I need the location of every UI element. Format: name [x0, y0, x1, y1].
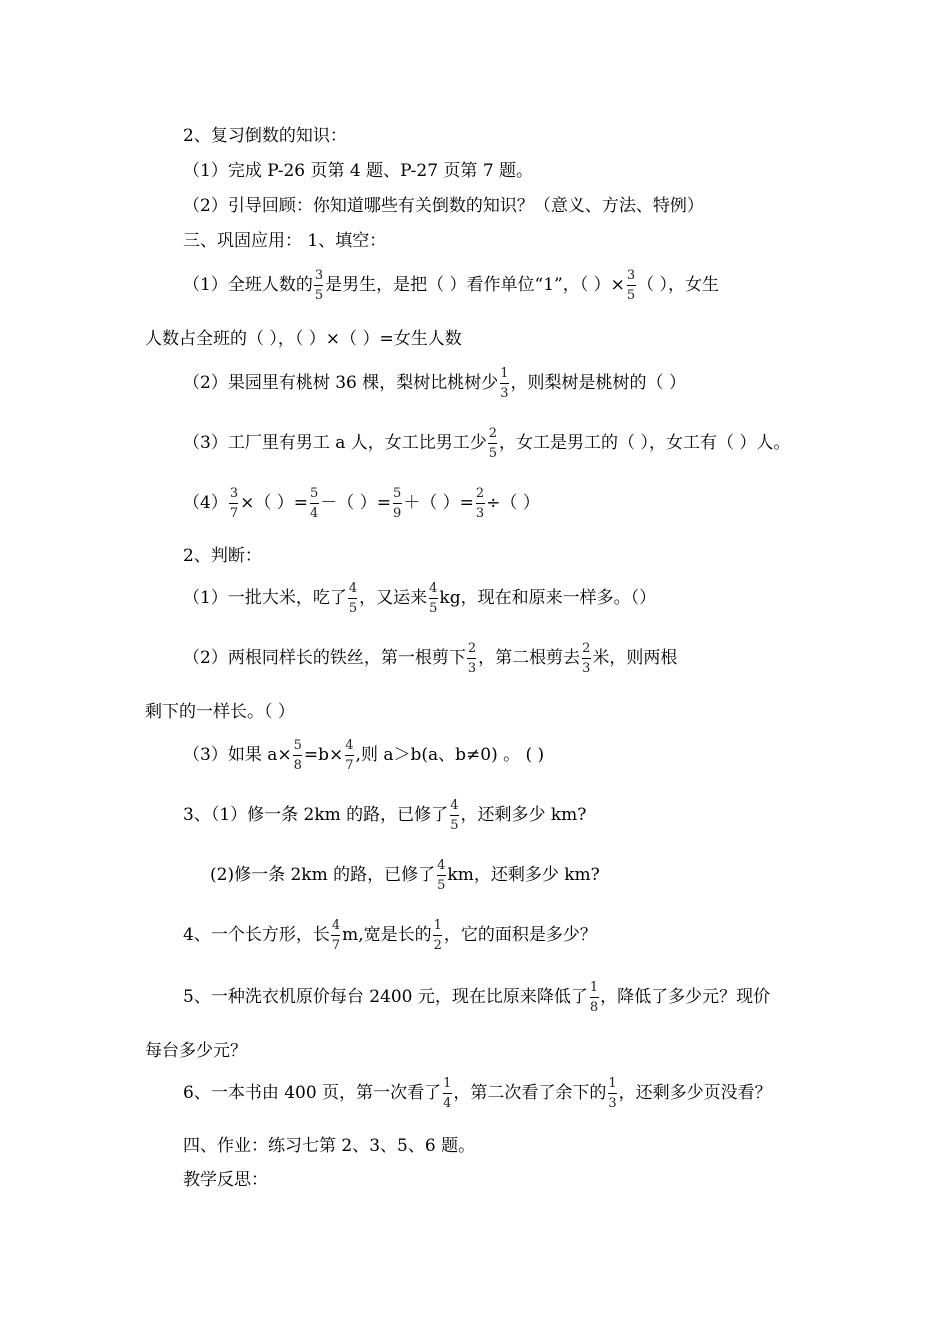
- fraction-numerator: 3: [229, 486, 239, 501]
- fraction-bar: [345, 755, 354, 756]
- text-run: （1）一批大米，吃了: [183, 588, 347, 608]
- fraction: [475, 486, 485, 521]
- line-l13: [145, 704, 295, 721]
- fraction: [293, 738, 303, 773]
- text-run: =b×: [303, 745, 344, 765]
- line-l7: [183, 366, 686, 401]
- text-run: ,则 a＞b(a、b≠0) 。 ( ): [355, 745, 545, 765]
- fraction: [331, 918, 341, 953]
- fraction-numerator: 2: [467, 641, 477, 656]
- text-run: （4）: [183, 493, 228, 513]
- fraction-numerator: 2: [475, 486, 485, 501]
- fraction-denominator: 3: [467, 661, 477, 676]
- line-l8: [183, 426, 790, 461]
- text-run: （2）引导回顾：你知道哪些有关倒数的知识？（意义、方法、特例）: [183, 196, 704, 216]
- fraction: [229, 486, 239, 521]
- text-run: （1）完成 P-26 页第 4 题、P-27 页第 7 题。: [183, 161, 534, 181]
- fraction-bar: [582, 658, 591, 659]
- text-run: 2、判断：: [183, 546, 262, 566]
- fraction-bar: [488, 443, 497, 444]
- fraction-numerator: 5: [392, 486, 402, 501]
- fraction-bar: [310, 503, 319, 504]
- fraction-bar: [590, 997, 599, 998]
- fraction-numerator: 2: [488, 426, 498, 441]
- fraction-numerator: 4: [345, 738, 354, 753]
- text-run: 每台多少元？: [145, 1041, 247, 1061]
- fraction: [589, 980, 599, 1015]
- fraction: [314, 268, 324, 303]
- fraction-denominator: 3: [500, 386, 509, 401]
- text-run: km，还剩多少 km?: [447, 865, 600, 885]
- fraction-denominator: 4: [310, 506, 319, 521]
- fraction-denominator: 5: [437, 878, 446, 893]
- fraction-numerator: 4: [450, 798, 459, 813]
- text-run: ，还剩多少页没看？: [618, 1083, 772, 1103]
- fraction: [467, 641, 477, 676]
- fraction-numerator: 1: [443, 1076, 452, 1091]
- fraction-denominator: 8: [293, 758, 302, 773]
- line-l17: [183, 918, 597, 953]
- text-run: ＋（ ）=: [403, 493, 474, 513]
- text-run: ，则梨树是桃树的（ ）: [510, 373, 686, 393]
- line-l15: [183, 798, 586, 833]
- fraction-bar: [433, 935, 442, 936]
- fraction-denominator: 5: [626, 288, 636, 303]
- fraction-bar: [450, 815, 459, 816]
- text-run: （1）全班人数的: [183, 275, 313, 295]
- fraction-bar: [467, 658, 476, 659]
- line-l9: [183, 486, 540, 521]
- fraction-denominator: 7: [331, 938, 341, 953]
- line-l4: [183, 233, 386, 250]
- text-run: (2)修一条 2km 的路，已修了: [210, 865, 436, 885]
- fraction: [607, 1076, 617, 1111]
- text-run: m,宽是长的: [342, 925, 432, 945]
- fraction: [442, 1076, 452, 1111]
- line-l12: [183, 641, 677, 676]
- fraction-numerator: 4: [437, 858, 446, 873]
- fraction: [499, 366, 509, 401]
- text-run: 米，则两根: [592, 648, 678, 668]
- fraction-numerator: 3: [626, 268, 636, 283]
- fraction-bar: [331, 935, 340, 936]
- line-l14: [183, 738, 544, 773]
- fraction-denominator: 7: [229, 506, 239, 521]
- line-l20: [183, 1076, 772, 1111]
- fraction-denominator: 3: [475, 506, 485, 521]
- fraction: [436, 858, 446, 893]
- fraction-bar: [627, 285, 636, 286]
- text-run: 6、一本书由 400 页，第一次看了: [183, 1083, 442, 1103]
- fraction-numerator: 1: [608, 1076, 617, 1091]
- fraction: [428, 581, 438, 616]
- fraction-denominator: 5: [348, 601, 358, 616]
- text-run: ，降低了多少元？现价: [600, 987, 771, 1007]
- fraction-denominator: 7: [345, 758, 354, 773]
- text-run: （3）工厂里有男工 a 人，女工比男工少: [183, 433, 487, 453]
- fraction: [581, 641, 591, 676]
- fraction-bar: [429, 598, 438, 599]
- text-run: ，又运来: [359, 588, 428, 608]
- fraction-denominator: 5: [450, 818, 459, 833]
- fraction: [433, 918, 443, 953]
- fraction-numerator: 3: [314, 268, 324, 283]
- text-run: ×（ ）=: [240, 493, 309, 513]
- line-l16: [210, 858, 600, 893]
- fraction-denominator: 5: [488, 446, 498, 461]
- text-run: （3）如果 a×: [183, 745, 292, 765]
- fraction-numerator: 1: [500, 366, 509, 381]
- fraction-bar: [314, 285, 323, 286]
- line-l6: [145, 331, 462, 348]
- text-run: 2、复习倒数的知识：: [183, 126, 347, 146]
- fraction-denominator: 5: [429, 601, 438, 616]
- line-l18: [183, 980, 770, 1015]
- fraction-denominator: 2: [433, 938, 442, 953]
- line-l19: [145, 1043, 247, 1060]
- text-run: 四、作业：练习七第 2、3、5、6 题。: [183, 1136, 476, 1156]
- text-run: ，还剩多少 km?: [460, 805, 587, 825]
- fraction-numerator: 1: [589, 980, 599, 995]
- fraction-numerator: 5: [293, 738, 302, 753]
- fraction-denominator: 3: [582, 661, 591, 676]
- fraction: [309, 486, 319, 521]
- text-run: 教学反思：: [183, 1170, 268, 1190]
- text-run: －（ ）=: [320, 493, 391, 513]
- fraction-denominator: 9: [392, 506, 402, 521]
- fraction-bar: [229, 503, 238, 504]
- text-run: ，它的面积是多少？: [443, 925, 597, 945]
- fraction-numerator: 1: [433, 918, 442, 933]
- fraction-denominator: 4: [443, 1096, 452, 1111]
- fraction-numerator: 4: [429, 581, 438, 596]
- line-l11: [183, 581, 656, 616]
- fraction-denominator: 5: [314, 288, 324, 303]
- fraction-bar: [348, 598, 357, 599]
- fraction-numerator: 4: [331, 918, 341, 933]
- text-run: ，第二次看了余下的: [453, 1083, 607, 1103]
- text-run: （2）果园里有桃树 36 棵，梨树比桃树少: [183, 373, 499, 393]
- fraction: [626, 268, 636, 303]
- text-run: 三、巩固应用： 1、填空：: [183, 231, 387, 251]
- text-run: ÷（ ）: [486, 493, 540, 513]
- text-run: 4、一个长方形，长: [183, 925, 330, 945]
- text-run: （ ），女生: [637, 275, 720, 295]
- text-run: ，女工是男工的（ ），女工有（ ）人。: [499, 433, 791, 453]
- fraction: [344, 738, 354, 773]
- text-run: ，第二根剪去: [478, 648, 581, 668]
- line-l1: [183, 128, 347, 145]
- line-l3: [183, 198, 704, 215]
- fraction-numerator: 5: [310, 486, 319, 501]
- text-run: 剩下的一样长。（ ）: [145, 702, 295, 722]
- fraction-bar: [500, 383, 509, 384]
- fraction-denominator: 8: [589, 1000, 599, 1015]
- fraction-numerator: 2: [582, 641, 591, 656]
- fraction-bar: [608, 1093, 617, 1094]
- fraction-bar: [393, 503, 402, 504]
- fraction-numerator: 4: [348, 581, 358, 596]
- text-run: 3、（1）修一条 2km 的路，已修了: [183, 805, 449, 825]
- line-l2: [183, 163, 533, 180]
- text-run: 5、一种洗衣机原价每台 2400 元，现在比原来降低了: [183, 987, 588, 1007]
- text-run: kg，现在和原来一样多。（）: [439, 588, 657, 608]
- fraction: [488, 426, 498, 461]
- text-run: （2）两根同样长的铁丝，第一根剪下: [183, 648, 466, 668]
- fraction: [392, 486, 402, 521]
- fraction: [348, 581, 358, 616]
- text-run: 是男生，是把（ ）看作单位“1”，（ ）×: [325, 275, 625, 295]
- line-l21: [183, 1138, 475, 1155]
- fraction-bar: [443, 1093, 452, 1094]
- line-l5: [183, 268, 719, 303]
- text-run: 人数占全班的（ ），（ ）×（ ）=女生人数: [145, 329, 462, 349]
- fraction: [449, 798, 459, 833]
- fraction-denominator: 3: [608, 1096, 617, 1111]
- fraction-bar: [293, 755, 302, 756]
- line-l22: [183, 1172, 268, 1189]
- fraction-bar: [476, 503, 485, 504]
- line-l10: [183, 548, 262, 565]
- fraction-bar: [437, 875, 446, 876]
